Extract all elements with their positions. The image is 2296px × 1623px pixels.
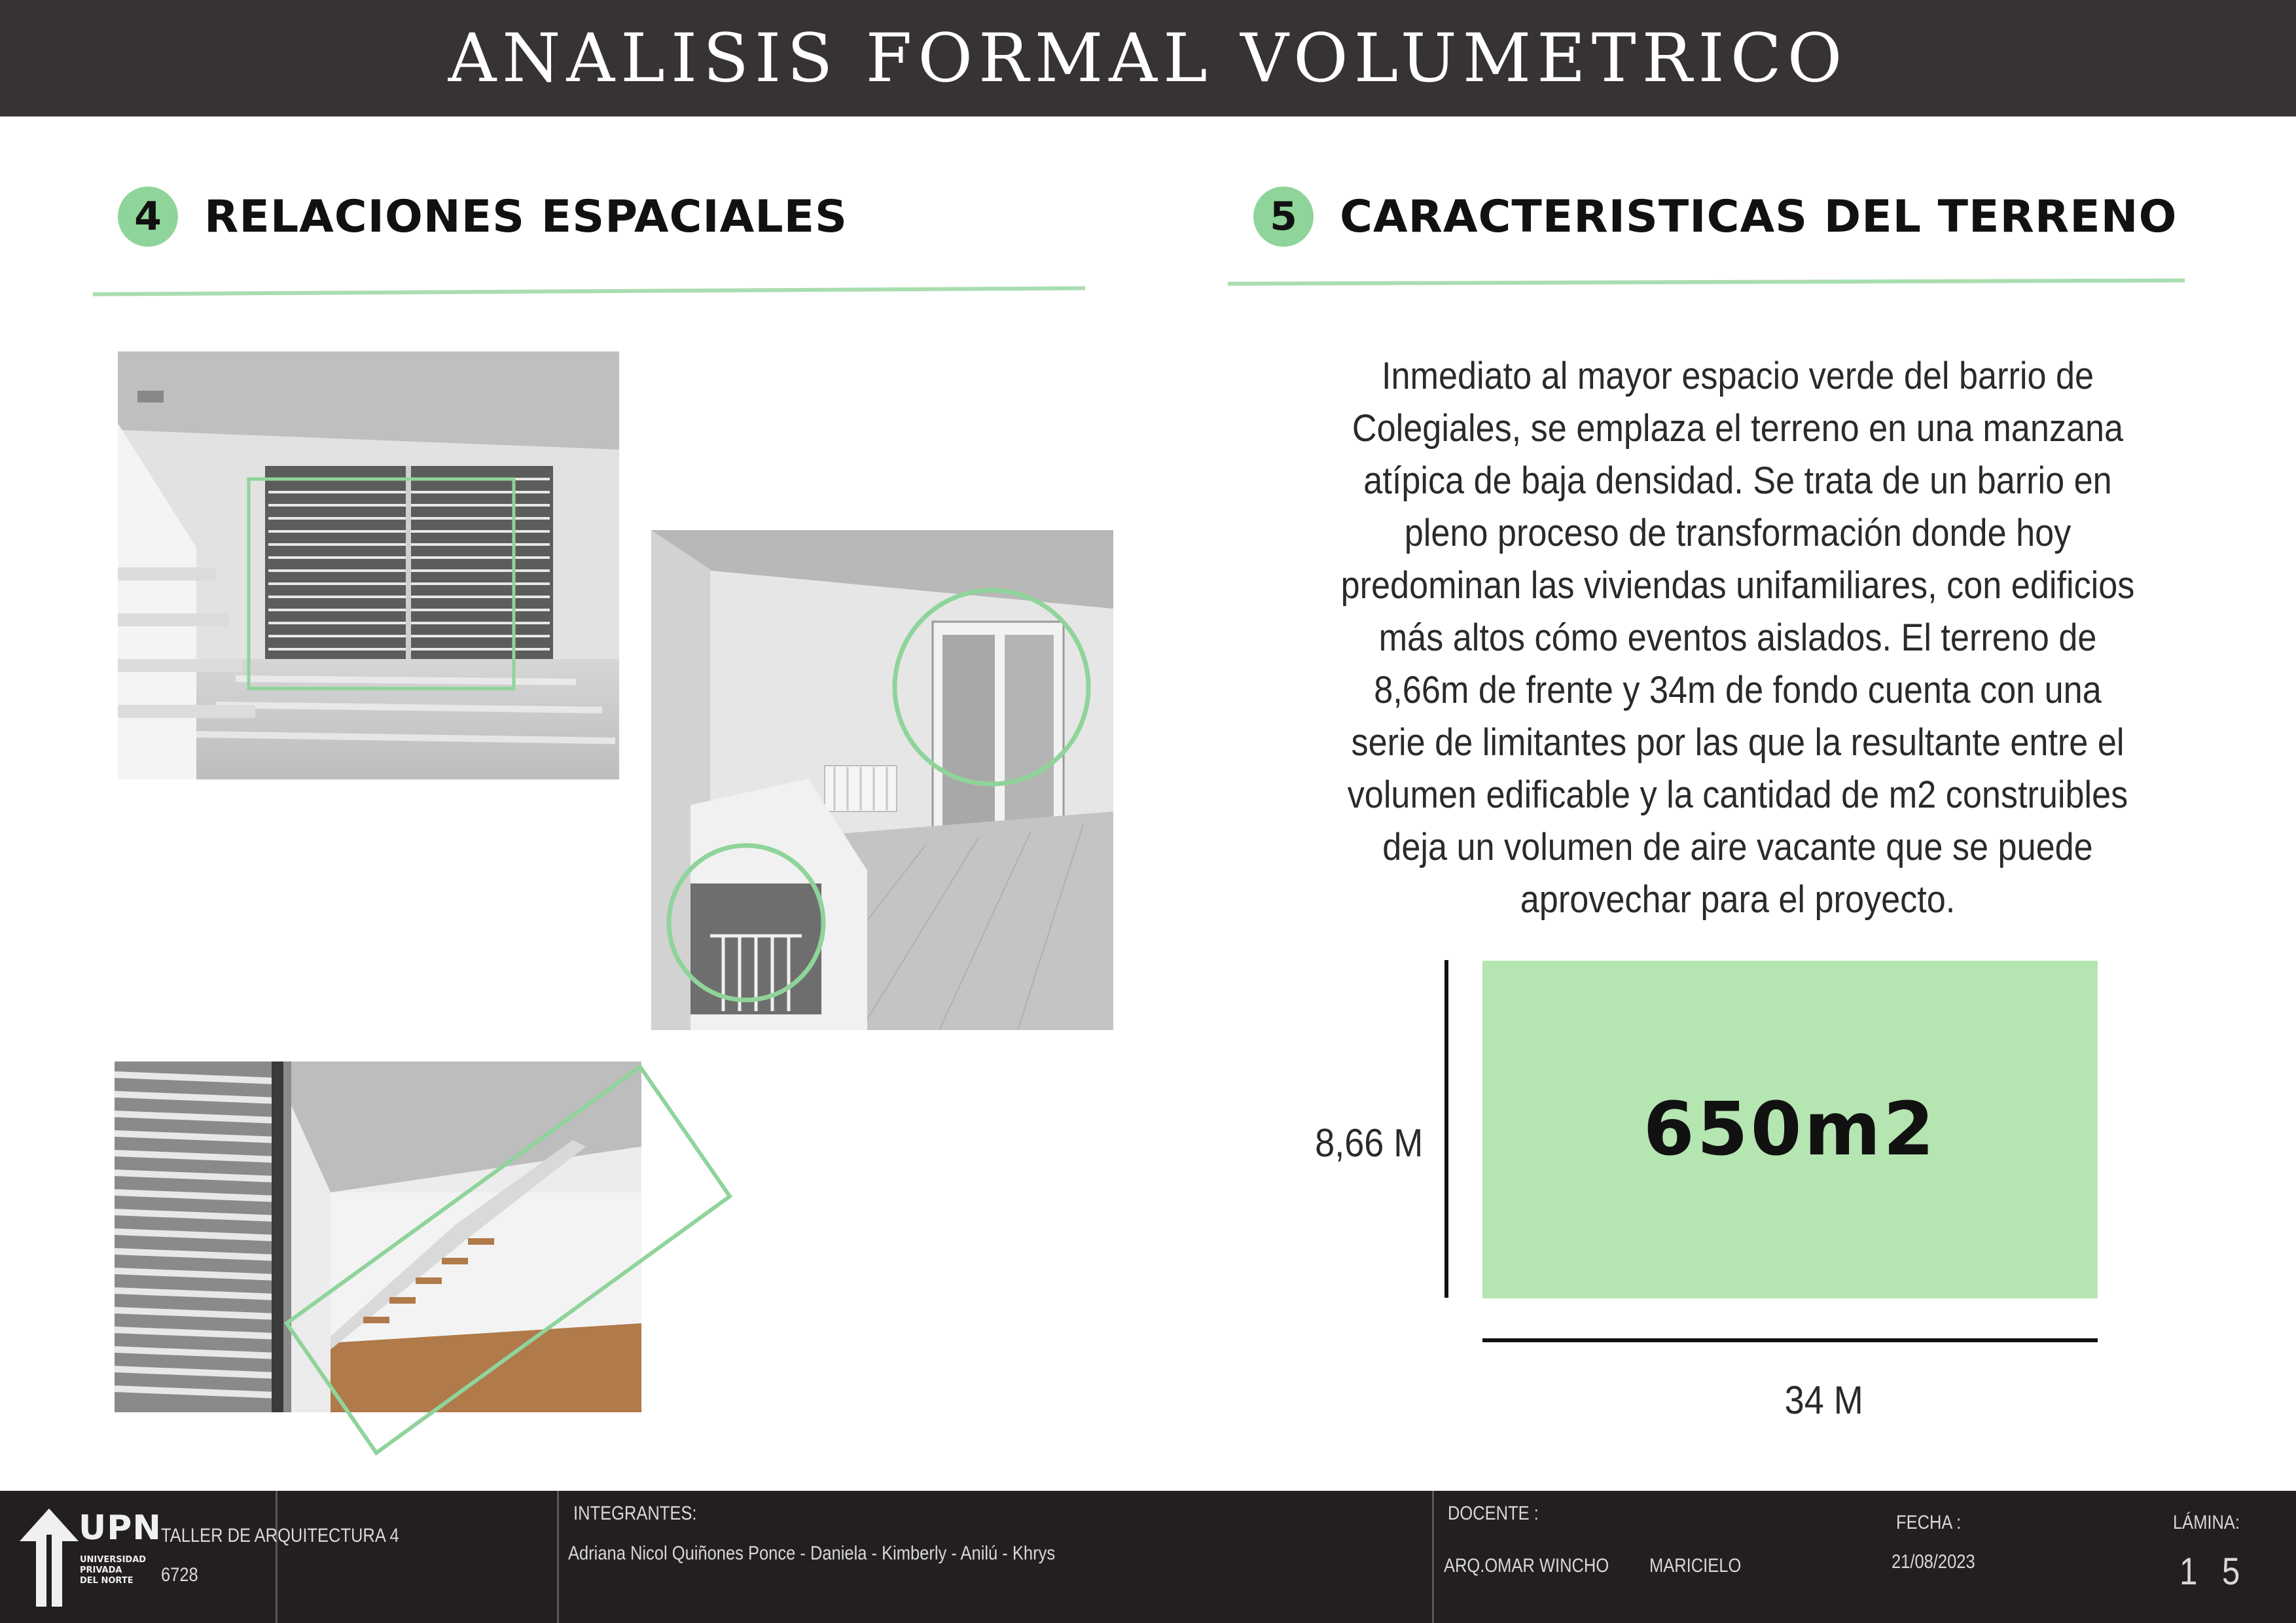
depth-dimension-line xyxy=(1482,1338,2098,1342)
section-5-underline xyxy=(1228,278,2185,285)
teacher-label: DOCENTE : xyxy=(1448,1503,1539,1524)
page-title: ANALISIS FORMAL VOLUMETRICO xyxy=(448,19,1848,98)
site-area-label: 650m2 xyxy=(1643,1087,1937,1172)
section-4-heading xyxy=(118,187,848,247)
sheet-label: LÁMINA: xyxy=(2173,1512,2240,1533)
course-name: TALLER DE ARQUITECTURA 4 xyxy=(161,1525,399,1546)
logo-subtitle-line: UNIVERSIDAD xyxy=(80,1555,147,1565)
date-label: FECHA : xyxy=(1896,1512,1962,1533)
site-description: Inmediato al mayor espacio verde del barrio de Colegiales, se emplaza el terreno en una manzana atípica de baja densidad. Se trata de un barrio en pleno proceso de transformación donde hoy predominan las viviendas unifamiliares, con edificios más altos cómo eventos aislados. El terreno de 8,66m de frente y 34m de fondo cuenta con una serie de limitantes por las que la resultante entre el volumen edificable y la cantidad de m2 construibles deja un volumen de aire vacante que se puede aprovechar para el proyecto. xyxy=(1340,355,2135,921)
front-dimension-label: 8,66 M xyxy=(1315,1121,1424,1165)
section-4-title: RELACIONES ESPACIALES xyxy=(204,190,848,243)
logo-subtitle-line: PRIVADA xyxy=(80,1565,122,1575)
title-banner xyxy=(0,0,2296,116)
section-4-underline xyxy=(93,286,1085,296)
photo-upper-room xyxy=(651,530,1113,1030)
section-5-title: CARACTERISTICAS DEL TERRENO xyxy=(1340,190,2178,243)
front-dimension-line xyxy=(1444,960,1448,1298)
photo-living-room xyxy=(118,351,619,779)
photo-staircase xyxy=(115,1061,641,1412)
upn-logo-icon xyxy=(20,1508,79,1607)
section-5-number: 5 xyxy=(1253,187,1314,247)
logo-wordmark: UPN xyxy=(79,1508,162,1548)
footer-divider xyxy=(557,1491,559,1623)
members-label: INTEGRANTES: xyxy=(573,1503,697,1524)
logo-subtitle-line: DEL NORTE xyxy=(80,1576,134,1586)
depth-dimension-label: 34 M xyxy=(1784,1378,1863,1422)
footer-divider xyxy=(276,1491,278,1623)
logo-subtitle xyxy=(80,1555,146,1586)
section-5-heading xyxy=(1253,187,2177,247)
course-code: 6728 xyxy=(161,1564,198,1586)
members-names: Adriana Nicol Quiñones Ponce - Daniela - Kimberly - Anilú - Khrys xyxy=(568,1543,1056,1564)
section-4-number: 4 xyxy=(118,187,178,247)
footer-divider xyxy=(1432,1491,1434,1623)
site-plot xyxy=(1482,961,2098,1298)
teacher-name-2: MARICIELO xyxy=(1649,1555,1742,1577)
sheet-number: 1 5 xyxy=(2179,1550,2248,1593)
date-value: 21/08/2023 xyxy=(1892,1551,1975,1573)
teacher-name: ARQ.OMAR WINCHO xyxy=(1444,1555,1609,1577)
